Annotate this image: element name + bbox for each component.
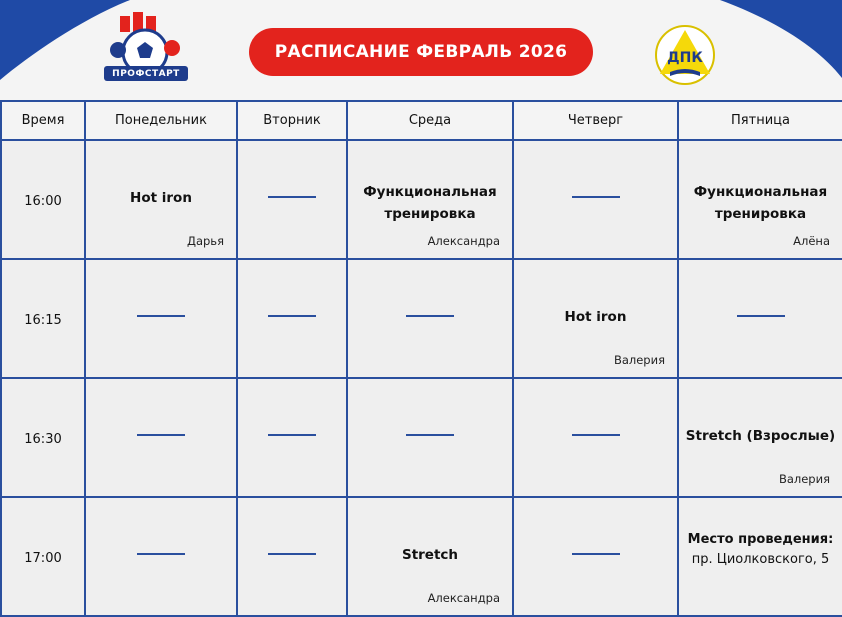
empty-cell (85, 497, 237, 616)
empty-cell (513, 378, 678, 497)
empty-cell (85, 259, 237, 378)
class-name: Hot iron (564, 309, 627, 325)
column-header-monday: Понедельник (85, 101, 237, 140)
table-row (1, 378, 842, 497)
schedule-table (0, 100, 842, 617)
trainer-name: Алёна (793, 234, 830, 248)
empty-dash (137, 315, 185, 317)
empty-dash (406, 434, 454, 436)
column-header-wednesday: Среда (347, 101, 513, 140)
class-cell (513, 259, 678, 378)
class-cell (678, 378, 842, 497)
empty-dash (268, 315, 316, 317)
empty-cell (237, 378, 347, 497)
class-name: Stretch (Взрослые) (685, 428, 836, 444)
dpk-college-logo-icon (650, 24, 720, 86)
empty-cell (237, 497, 347, 616)
empty-dash (572, 434, 620, 436)
empty-cell (347, 378, 513, 497)
table-row (1, 259, 842, 378)
class-cell (678, 140, 842, 259)
trainer-name: Дарья (186, 234, 224, 248)
trainer-name: Александра (427, 591, 500, 605)
empty-dash (406, 315, 454, 317)
time-cell (1, 378, 85, 497)
profstart-logo-label: ПРОФСТАРТ (104, 66, 188, 81)
empty-cell (347, 259, 513, 378)
class-name: Функциональная тренировка (363, 184, 497, 222)
time-cell (1, 497, 85, 616)
trainer-name: Валерия (778, 472, 830, 486)
venue-cell (678, 497, 842, 616)
empty-cell (513, 497, 678, 616)
class-cell (85, 140, 237, 259)
empty-cell (513, 140, 678, 259)
empty-dash (137, 553, 185, 555)
venue-label: Место проведения: (687, 532, 834, 547)
empty-cell (85, 378, 237, 497)
empty-dash (572, 196, 620, 198)
class-name: Функциональная тренировка (693, 184, 828, 222)
column-header-tuesday: Вторник (237, 101, 347, 140)
trainer-name: Александра (427, 234, 500, 248)
class-name: Hot iron (130, 190, 192, 206)
empty-cell (678, 259, 842, 378)
empty-cell (237, 140, 347, 259)
empty-dash (572, 553, 620, 555)
time-label: 16:15 (24, 313, 62, 328)
column-header-friday: Пятница (678, 101, 842, 140)
time-label: 17:00 (24, 551, 62, 566)
column-header-time: Время (1, 101, 85, 140)
class-cell (347, 497, 513, 616)
table-row (1, 497, 842, 616)
time-cell (1, 140, 85, 259)
class-cell (347, 140, 513, 259)
venue-address: пр. Циолковского, 5 (691, 552, 830, 567)
column-header-thursday: Четверг (513, 101, 678, 140)
time-cell (1, 259, 85, 378)
class-name: Stretch (401, 547, 459, 563)
dpk-logo-text: ДПК (667, 50, 703, 66)
empty-cell (237, 259, 347, 378)
trainer-name: Валерия (613, 353, 665, 367)
page-title: РАСПИСАНИЕ ФЕВРАЛЬ 2026 (249, 28, 593, 76)
empty-dash (268, 553, 316, 555)
venue-info (679, 530, 842, 570)
time-label: 16:00 (24, 194, 62, 209)
time-label: 16:30 (24, 432, 62, 447)
empty-dash (137, 434, 185, 436)
table-row (1, 140, 842, 259)
empty-dash (737, 315, 785, 317)
header (0, 0, 842, 100)
empty-dash (268, 196, 316, 198)
table-header-row (1, 101, 842, 140)
empty-dash (268, 434, 316, 436)
